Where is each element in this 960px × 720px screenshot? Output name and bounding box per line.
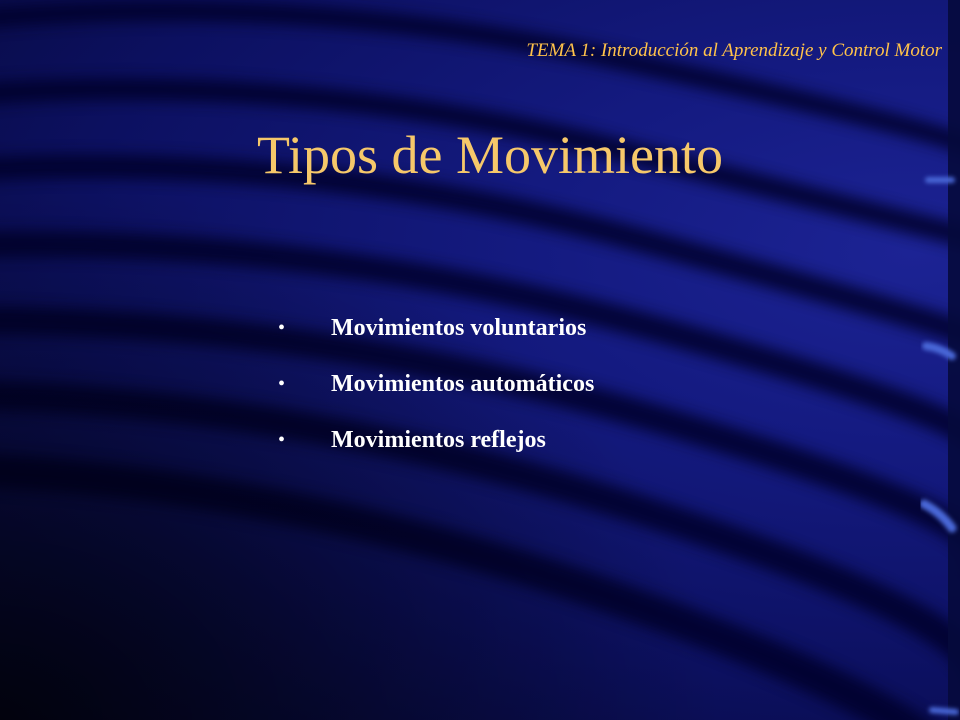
bullet-item-automaticos [270,366,594,403]
bullet-item-voluntarios [270,310,594,347]
bullet-text: Movimientos automáticos [331,371,595,397]
bullet-item-reflejos [270,422,594,459]
bullet-list [270,310,594,478]
slide-title: Tipos de Movimiento [256,125,724,185]
topic-header: TEMA 1: Introducción al Aprendizaje y Control Motor [526,40,942,61]
bullet-point: • [278,317,286,339]
bullet-text: Movimientos reflejos [331,427,546,453]
bullet-point: • [278,373,286,395]
bullet-text: Movimientos voluntarios [331,315,587,341]
bullet-point: • [278,429,286,451]
